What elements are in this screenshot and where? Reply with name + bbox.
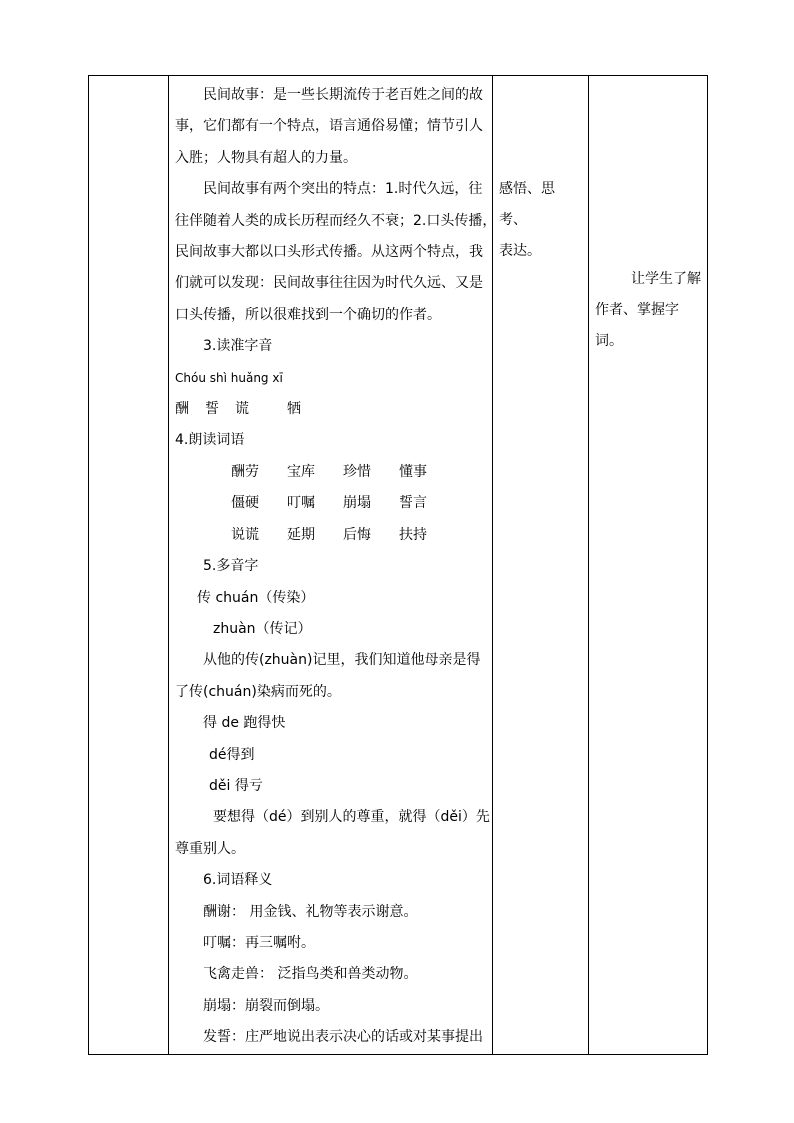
vocab-row-2 [175, 488, 486, 519]
vocab-word: 延期 [287, 526, 315, 543]
characters-line [175, 394, 486, 425]
learning-method-cell [493, 76, 589, 1055]
char-2: 誓 [205, 401, 219, 418]
heading-word-definitions: 6.词语释义 [203, 872, 273, 889]
definition-item: 发誓：庄严地说出表示决心的话或对某事提出 [203, 1029, 483, 1046]
lesson-plan-table [88, 75, 708, 1055]
method-line-1: 感悟、思考、 [499, 181, 555, 228]
vocab-word: 懂事 [399, 463, 427, 480]
definition-item: 酬谢： 用金钱、礼物等表示谢意。 [203, 903, 418, 920]
vocab-word: 说谎 [231, 526, 259, 543]
vocab-word: 扶持 [399, 526, 427, 543]
pinyin-line: Chóu shì huǎng xī [175, 370, 283, 385]
char-1: 酬 [175, 401, 189, 418]
vocab-word: 誓言 [399, 495, 427, 512]
folk-story-features-line-2: 往伴随着人类的成长历程而经久不衰；2.口头传播， [175, 212, 497, 229]
polyphonic-de-3: děi 得亏 [209, 777, 263, 794]
vocab-row-3 [175, 520, 486, 551]
vocab-word: 僵硬 [231, 495, 259, 512]
folk-story-definition-line-1: 民间故事：是一些长期流传于老百姓之间的故 [203, 87, 483, 103]
folk-story-features-line-3: 民间故事大都以口头形式传播。从这两个特点，我 [175, 244, 483, 261]
char-4: 牺 [287, 401, 301, 418]
folk-story-features-line-5: 口头传播，所以很难找到一个确切的作者。 [175, 306, 441, 323]
polyphonic-chuan-2: zhuàn（传记） [213, 620, 312, 637]
polyphonic-chuan-1: 传 chuán（传染） [197, 589, 315, 606]
folk-story-definition-line-3: 入胜；人物具有超人的力量。 [175, 149, 357, 166]
polyphonic-chuan-example-line-2: 了传(chuán)染病而死的。 [175, 683, 341, 700]
definition-item: 飞禽走兽： 泛指鸟类和兽类动物。 [203, 966, 418, 983]
teaching-content-cell [169, 76, 497, 1055]
vocab-word: 酬劳 [231, 463, 259, 480]
design-purpose-cell [589, 76, 708, 1055]
vocab-word: 后悔 [343, 526, 371, 543]
definition-item: 叮嘱：再三嘱咐。 [203, 934, 315, 951]
purpose-line-2: 作者、掌握字词。 [595, 302, 679, 349]
folk-story-features-line-4: 们就可以发现：民间故事往往因为时代久远、又是 [175, 275, 483, 292]
folk-story-definition-line-2: 事，它们都有一个特点，语言通俗易懂；情节引人 [175, 118, 483, 135]
heading-read-words: 4.朗读词语 [175, 432, 245, 449]
polyphonic-de-example-line-1: 要想得（dé）到别人的尊重，就得（děi）先 [213, 809, 490, 826]
vocab-word: 珍惜 [343, 463, 371, 480]
heading-read-pronunciation: 3.读准字音 [203, 338, 273, 355]
definition-item: 崩塌：崩裂而倒塌。 [203, 997, 329, 1014]
method-line-2: 表达。 [499, 243, 541, 259]
vocab-row-1 [175, 457, 486, 488]
folk-story-features-line-1: 民间故事有两个突出的特点：1.时代久远，往 [203, 181, 483, 198]
polyphonic-chuan-example-line-1: 从他的传(zhuàn)记里，我们知道他母亲是得 [203, 652, 481, 669]
heading-polyphonic: 5.多音字 [203, 558, 259, 575]
purpose-line-1: 让学生了解 [631, 271, 701, 287]
vocab-word: 叮嘱 [287, 495, 315, 512]
vocab-word: 宝库 [287, 463, 315, 480]
polyphonic-de-example-line-2: 尊重别人。 [175, 840, 245, 857]
vocab-word: 崩塌 [343, 495, 371, 512]
polyphonic-de-1: 得 de 跑得快 [203, 715, 286, 732]
char-3: 谎 [235, 401, 249, 418]
polyphonic-de-2: dé得到 [209, 746, 255, 763]
empty-left-cell [89, 76, 169, 1055]
